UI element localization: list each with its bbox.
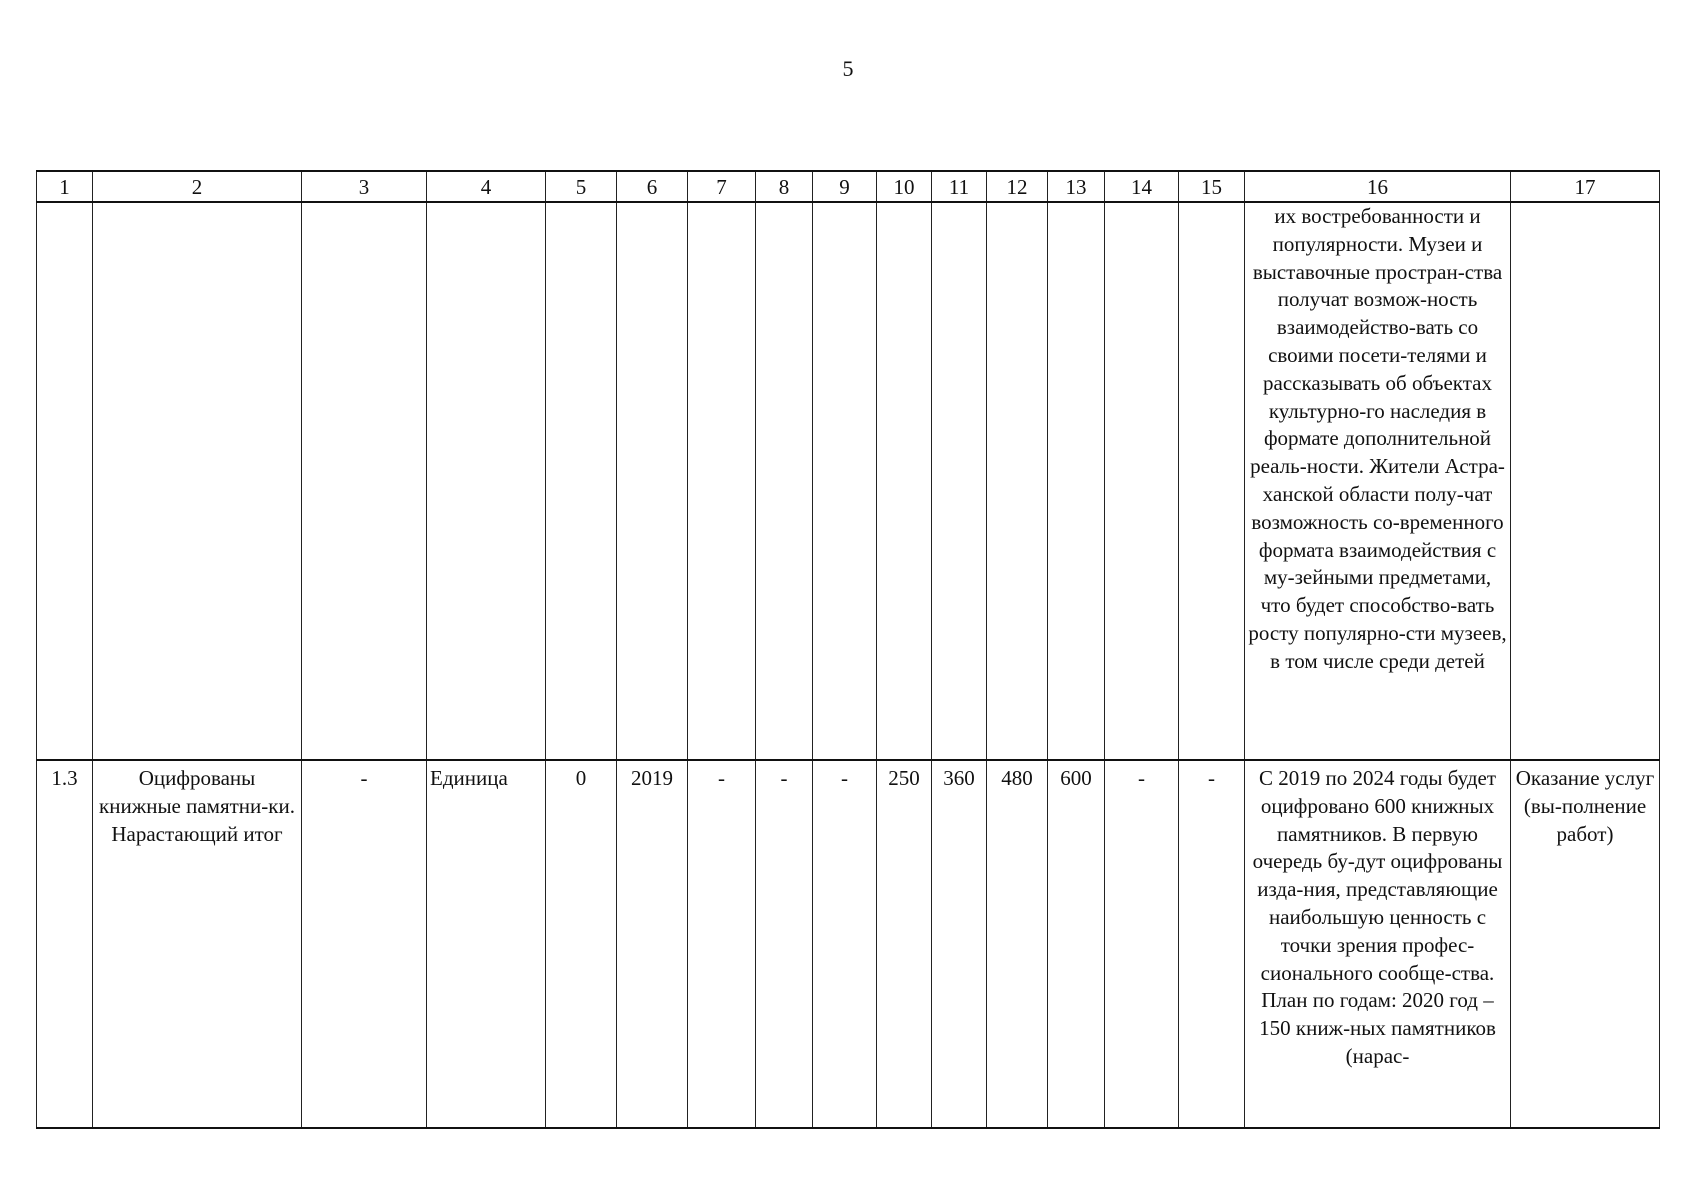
column-header: 16 [1245,171,1511,202]
description-cell: С 2019 по 2024 годы будет оцифровано 600 книжных памятников. В первую очередь бу-дут оцифрованы изда-ния, представляющие наибольшую ценность с точки зрения профес-сионального сообще-ства. План по годам: 2020 год – 150 книж-ных памятников (нарас- [1245,760,1511,1128]
table-cell: - [1105,760,1179,1128]
table-cell: - [302,760,427,1128]
column-header: 1 [37,171,93,202]
column-header: 10 [877,171,932,202]
description-cell: их востребованности и популярности. Музеи и выставочные простран-ства получат возмож-ность взаимодейство-вать со своими посети-телями и рассказывать об объектах культурно-го наследия в формате дополнительной реаль-ности. Жители Астра-ханской области полу-чат возможность со-временного формата взаимодействия с му-зейными предметами, что будет способство-вать росту популярно-сти музеев, в том числе среди детей [1245,202,1511,760]
table-cell [813,202,877,760]
unit-cell: Единица [427,760,546,1128]
table-cell [302,202,427,760]
table-cell [37,202,93,760]
table-cell: - [688,760,756,1128]
column-header: 3 [302,171,427,202]
column-header: 4 [427,171,546,202]
table-cell [1048,202,1105,760]
indicator-table [36,170,1660,1129]
column-header: 12 [987,171,1048,202]
table-cell [546,202,617,760]
table-cell [688,202,756,760]
column-header: 5 [546,171,617,202]
table-cell [1105,202,1179,760]
column-header: 9 [813,171,877,202]
row-number-cell: 1.3 [37,760,93,1128]
column-header: 13 [1048,171,1105,202]
column-header: 2 [93,171,302,202]
page-number: 5 [842,56,854,81]
table-cell [987,202,1048,760]
value-cell: 600 [1048,760,1105,1128]
column-header: 17 [1511,171,1660,202]
column-header: 8 [756,171,813,202]
column-header: 7 [688,171,756,202]
table-cell [1179,202,1245,760]
table-cell [617,202,688,760]
table-cell [427,202,546,760]
table-cell [877,202,932,760]
table-cell [1511,202,1660,760]
value-cell: 480 [987,760,1048,1128]
table-cell: - [1179,760,1245,1128]
column-header: 15 [1179,171,1245,202]
value-cell: 360 [932,760,987,1128]
table-cell [932,202,987,760]
table-cell: - [756,760,813,1128]
table-cell [756,202,813,760]
service-type-cell: Оказание услуг (вы-полнение работ) [1511,760,1660,1128]
table-row-continuation [37,202,1660,760]
table-row-1-3 [37,760,1660,1128]
column-header: 11 [932,171,987,202]
table-header-row [37,171,1660,202]
table-cell [93,202,302,760]
value-cell: 250 [877,760,932,1128]
column-header: 6 [617,171,688,202]
base-value-cell: 0 [546,760,617,1128]
column-header: 14 [1105,171,1179,202]
base-year-cell: 2019 [617,760,688,1128]
table-cell: - [813,760,877,1128]
indicator-name-cell: Оцифрованы книжные памятни-ки. Нарастающий итог [93,760,302,1128]
